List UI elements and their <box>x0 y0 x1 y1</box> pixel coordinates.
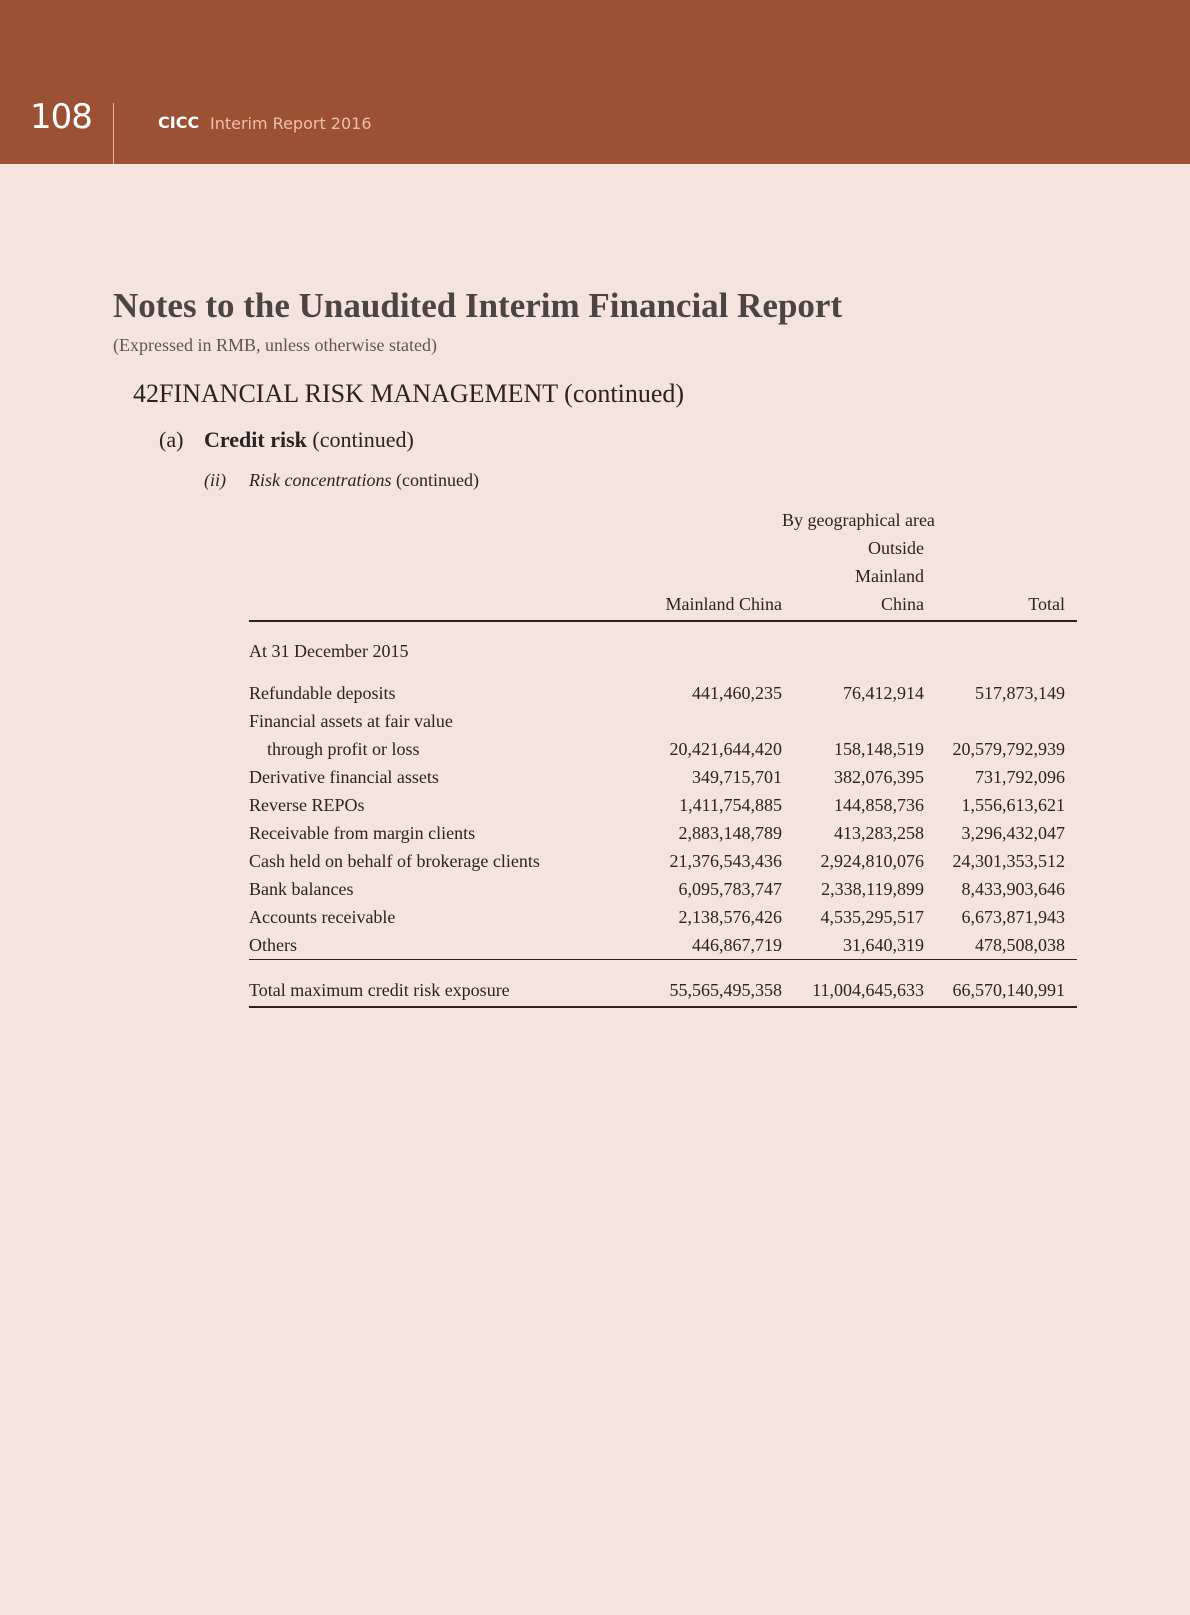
section-number: 42 <box>133 379 159 408</box>
row-value-c2: 76,412,914 <box>843 683 924 703</box>
subsubsection-title-italic: Risk concentrations <box>249 470 392 490</box>
col3-header: Total <box>1028 594 1065 614</box>
row-label: Derivative financial assets <box>249 767 439 787</box>
row-value-c1: 2,138,576,426 <box>678 907 782 927</box>
row-value-c2: 31,640,319 <box>843 935 924 955</box>
row-value-c1: 2,883,148,789 <box>678 823 782 843</box>
header-divider <box>113 103 114 164</box>
row-value-c2: 2,338,119,899 <box>821 879 924 899</box>
total-rule <box>249 1006 1077 1008</box>
col2-header-line3: China <box>881 594 924 614</box>
row-value-c3: 3,296,432,047 <box>961 823 1065 843</box>
total-col3: 66,570,140,991 <box>952 980 1065 1000</box>
row-label: Refundable deposits <box>249 683 396 703</box>
row-value-c1: 1,411,754,885 <box>679 795 782 815</box>
row-value-c3: 517,873,149 <box>975 683 1065 703</box>
row-value-c3: 8,433,903,646 <box>961 879 1065 899</box>
row-value-c3: 20,579,792,939 <box>952 739 1065 759</box>
total-label: Total maximum credit risk exposure <box>249 980 510 1000</box>
subsection-label: (a) <box>159 427 184 452</box>
row-value-c1: 20,421,644,420 <box>669 739 782 759</box>
subsection-heading <box>159 427 414 453</box>
row-label: Reverse REPOs <box>249 795 365 815</box>
row-label: Receivable from margin clients <box>249 823 476 843</box>
subsection-title-rest: (continued) <box>312 427 414 452</box>
section-heading <box>113 379 684 409</box>
col2-header-line1: Outside <box>868 538 924 558</box>
row-value-c3: 24,301,353,512 <box>952 851 1065 871</box>
row-value-c2: 144,858,736 <box>834 795 924 815</box>
page-subtitle: (Expressed in RMB, unless otherwise stated) <box>113 335 437 355</box>
row-value-c2: 158,148,519 <box>834 739 924 759</box>
row-label: Cash held on behalf of brokerage clients <box>249 851 540 871</box>
row-value-c3: 6,673,871,943 <box>961 907 1065 927</box>
row-value-c1: 446,867,719 <box>692 935 782 955</box>
row-label: Bank balances <box>249 879 354 899</box>
row-value-c2: 4,535,295,517 <box>820 907 924 927</box>
header-rule <box>249 620 1077 622</box>
row-label: through profit or loss <box>267 739 420 759</box>
row-value-c3: 1,556,613,621 <box>961 795 1065 815</box>
subsubsection-label: (ii) <box>204 470 226 490</box>
total-col2: 11,004,645,633 <box>812 980 924 1000</box>
subsubsection-heading <box>204 470 479 491</box>
row-value-c1: 21,376,543,436 <box>669 851 782 871</box>
page-title: Notes to the Unaudited Interim Financial Report <box>113 286 843 325</box>
total-col1: 55,565,495,358 <box>669 980 782 1000</box>
row-value-c3: 731,792,096 <box>975 767 1065 787</box>
row-label: Financial assets at fair value <box>249 711 453 731</box>
row-value-c3: 478,508,038 <box>975 935 1065 955</box>
row-label: Others <box>249 935 297 955</box>
col2-header-line2: Mainland <box>855 566 924 586</box>
row-value-c2: 382,076,395 <box>834 767 924 787</box>
page-number: 108 <box>30 97 92 137</box>
row-label: Accounts receivable <box>249 907 396 927</box>
row-value-c1: 441,460,235 <box>692 683 782 703</box>
row-value-c2: 2,924,810,076 <box>820 851 924 871</box>
subsubsection-title-rest: (continued) <box>395 470 479 490</box>
subsection-title-bold: Credit risk <box>204 427 307 452</box>
row-value-c2: 413,283,258 <box>834 823 924 843</box>
col1-header: Mainland China <box>665 594 782 614</box>
period-label: At 31 December 2015 <box>249 641 409 661</box>
subtotal-rule <box>249 959 1077 960</box>
section-title: FINANCIAL RISK MANAGEMENT (continued) <box>159 379 685 408</box>
table-group-header: By geographical area <box>782 510 935 530</box>
row-value-c1: 6,095,783,747 <box>678 879 782 899</box>
row-value-c1: 349,715,701 <box>692 767 782 787</box>
header-banner <box>0 0 1190 164</box>
report-name: Interim Report 2016 <box>210 114 372 133</box>
brand-name: CICC <box>158 113 200 132</box>
